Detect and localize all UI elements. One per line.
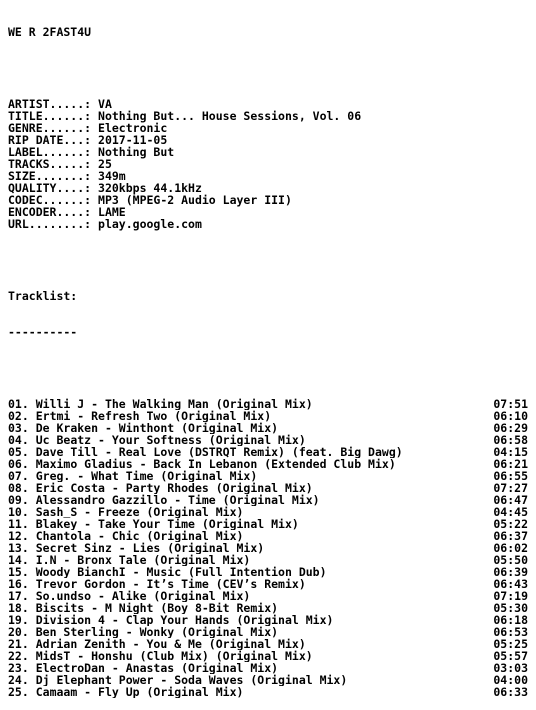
track-number: 21. <box>8 638 29 650</box>
track-number: 05. <box>8 446 29 458</box>
track-number: 03. <box>8 422 29 434</box>
track-title <box>8 662 493 674</box>
track-name: So.undso - Alike (Original Mix) <box>35 590 251 602</box>
info-label: ARTIST.....: <box>8 97 92 111</box>
track-name: Uc Beatz - Your Softness (Original Mix) <box>35 434 306 446</box>
track-row <box>8 458 528 470</box>
track-title <box>8 410 493 422</box>
track-number: 16. <box>8 578 29 590</box>
track-row <box>8 626 528 638</box>
track-row <box>8 434 528 446</box>
track-name: ElectroDan - Anastas (Original Mix) <box>35 662 279 674</box>
track-row <box>8 602 528 614</box>
track-title <box>8 482 493 494</box>
info-label: RIP DATE...: <box>8 133 92 147</box>
track-row <box>8 530 528 542</box>
track-duration: 06:39 <box>493 565 528 579</box>
track-name: Eric Costa - Party Rhodes (Original Mix) <box>35 482 313 494</box>
track-row <box>8 554 528 566</box>
track-name: Chantola - Chic (Original Mix) <box>35 530 244 542</box>
track-title <box>8 686 493 698</box>
track-row <box>8 686 528 698</box>
track-name: Division 4 - Clap Your Hands (Original Mix) <box>35 614 334 626</box>
track-number: 08. <box>8 482 29 494</box>
track-row <box>8 614 528 626</box>
track-number: 24. <box>8 674 29 686</box>
track-duration: 07:27 <box>493 481 528 495</box>
track-title <box>8 446 493 458</box>
track-duration: 06:33 <box>493 685 528 699</box>
track-name: Willi J - The Walking Man (Original Mix) <box>35 398 313 410</box>
track-number: 04. <box>8 434 29 446</box>
info-value: play.google.com <box>98 217 202 231</box>
track-title <box>8 530 493 542</box>
track-name: Woody BianchI - Music (Full Intention Dub) <box>35 566 327 578</box>
track-number: 01. <box>8 398 29 410</box>
track-title <box>8 578 493 590</box>
track-row <box>8 662 528 674</box>
track-name: De Kraken - Winthont (Original Mix) <box>35 422 279 434</box>
track-row <box>8 494 528 506</box>
track-title <box>8 542 493 554</box>
track-number: 20. <box>8 626 29 638</box>
track-duration: 06:47 <box>493 493 528 507</box>
blank-line <box>8 362 528 374</box>
track-duration: 06:29 <box>493 421 528 435</box>
track-number: 14. <box>8 554 29 566</box>
track-name: MidsT - Honshu (Club Mix) (Original Mix) <box>35 650 313 662</box>
track-title <box>8 650 493 662</box>
track-row <box>8 446 528 458</box>
track-name: Greg. - What Time (Original Mix) <box>35 470 258 482</box>
track-title <box>8 554 493 566</box>
track-duration: 06:53 <box>493 625 528 639</box>
track-row <box>8 674 528 686</box>
track-number: 17. <box>8 590 29 602</box>
track-number: 15. <box>8 566 29 578</box>
info-value: LAME <box>98 205 126 219</box>
track-duration: 04:00 <box>493 673 528 687</box>
track-title <box>8 434 493 446</box>
track-name: Secret Sinz - Lies (Original Mix) <box>35 542 265 554</box>
track-name: Blakey - Take Your Time (Original Mix) <box>35 518 299 530</box>
info-value: 2017-11-05 <box>98 133 168 147</box>
track-duration: 06:37 <box>493 529 528 543</box>
track-title <box>8 590 493 602</box>
track-number: 13. <box>8 542 29 554</box>
track-row <box>8 470 528 482</box>
track-duration: 05:22 <box>493 517 528 531</box>
track-duration: 05:30 <box>493 601 528 615</box>
track-row <box>8 398 528 410</box>
track-number: 12. <box>8 530 29 542</box>
blank-line <box>8 62 528 74</box>
tracklist-heading: Tracklist: <box>8 289 78 303</box>
track-title <box>8 566 493 578</box>
info-value: 349m <box>98 169 126 183</box>
track-title <box>8 518 493 530</box>
track-title <box>8 602 493 614</box>
track-duration: 03:03 <box>493 661 528 675</box>
track-title <box>8 506 493 518</box>
track-duration: 06:21 <box>493 457 528 471</box>
tracklist-underline: ---------- <box>8 325 78 339</box>
track-name: Camaam - Fly Up (Original Mix) <box>35 686 244 698</box>
track-row <box>8 518 528 530</box>
track-duration: 05:50 <box>493 553 528 567</box>
track-name: Adrian Zenith - You & Me (Original Mix) <box>35 638 306 650</box>
track-number: 07. <box>8 470 29 482</box>
track-title <box>8 398 493 410</box>
track-number: 02. <box>8 410 29 422</box>
track-number: 22. <box>8 650 29 662</box>
tracklist <box>8 398 528 698</box>
track-title <box>8 638 493 650</box>
track-duration: 06:43 <box>493 577 528 591</box>
track-title <box>8 470 493 482</box>
track-duration: 06:02 <box>493 541 528 555</box>
track-number: 23. <box>8 662 29 674</box>
track-duration: 06:55 <box>493 469 528 483</box>
info-value: 25 <box>98 157 112 171</box>
track-duration: 07:51 <box>493 397 528 411</box>
track-duration: 06:58 <box>493 433 528 447</box>
track-name: Maximo Gladius - Back In Lebanon (Extended Club Mix) <box>35 458 396 470</box>
track-name: Trevor Gordon - It’s Time (CEV’s Remix) <box>35 578 306 590</box>
release-info-block <box>8 98 528 230</box>
info-label: TITLE......: <box>8 109 92 123</box>
track-title <box>8 422 493 434</box>
track-number: 25. <box>8 686 29 698</box>
track-name: Sash_S - Freeze (Original Mix) <box>35 506 244 518</box>
info-value: VA <box>98 97 112 111</box>
track-name: Biscits - M Night (Boy 8-Bit Remix) <box>35 602 279 614</box>
track-duration: 04:15 <box>493 445 528 459</box>
track-row <box>8 578 528 590</box>
track-row <box>8 638 528 650</box>
info-label: TRACKS.....: <box>8 157 92 171</box>
track-duration: 07:19 <box>493 589 528 603</box>
info-value: Nothing But <box>98 145 175 159</box>
track-duration: 06:18 <box>493 613 528 627</box>
track-name: I.N - Bronx Tale (Original Mix) <box>35 554 251 566</box>
info-label: SIZE.......: <box>8 169 92 183</box>
track-number: 11. <box>8 518 29 530</box>
track-title <box>8 458 493 470</box>
track-row <box>8 650 528 662</box>
info-label: QUALITY....: <box>8 181 92 195</box>
track-duration: 04:45 <box>493 505 528 519</box>
track-row <box>8 422 528 434</box>
blank-line <box>8 254 528 266</box>
track-row <box>8 566 528 578</box>
track-title <box>8 626 493 638</box>
track-number: 06. <box>8 458 29 470</box>
track-name: Dave Till - Real Love (DSTRQT Remix) (feat. Big Dawg) <box>35 446 403 458</box>
info-label: GENRE......: <box>8 121 92 135</box>
track-name: Alessandro Gazzillo - Time (Original Mix) <box>35 494 320 506</box>
track-row <box>8 506 528 518</box>
track-number: 19. <box>8 614 29 626</box>
info-row <box>8 218 528 230</box>
info-label: LABEL......: <box>8 145 92 159</box>
track-number: 18. <box>8 602 29 614</box>
track-row <box>8 542 528 554</box>
track-title <box>8 674 493 686</box>
track-name: Dj Elephant Power - Soda Waves (Original Mix) <box>35 674 348 686</box>
track-name: Ben Sterling - Wonky (Original Mix) <box>35 626 279 638</box>
track-row <box>8 482 528 494</box>
nfo-document <box>8 2 528 710</box>
group-name: WE R 2FAST4U <box>8 25 92 39</box>
track-row <box>8 590 528 602</box>
info-value: Electronic <box>98 121 168 135</box>
info-value: 320kbps 44.1kHz <box>98 181 202 195</box>
info-label: URL........: <box>8 217 92 231</box>
track-duration: 06:10 <box>493 409 528 423</box>
track-number: 10. <box>8 506 29 518</box>
track-duration: 05:57 <box>493 649 528 663</box>
info-value: MP3 (MPEG-2 Audio Layer III) <box>98 193 292 207</box>
track-title <box>8 494 493 506</box>
info-value: Nothing But... House Sessions, Vol. 06 <box>98 109 362 123</box>
track-number: 09. <box>8 494 29 506</box>
track-row <box>8 410 528 422</box>
track-title <box>8 614 493 626</box>
info-label: CODEC......: <box>8 193 92 207</box>
info-label: ENCODER....: <box>8 205 92 219</box>
track-name: Ertmi - Refresh Two (Original Mix) <box>35 410 272 422</box>
track-duration: 05:25 <box>493 637 528 651</box>
